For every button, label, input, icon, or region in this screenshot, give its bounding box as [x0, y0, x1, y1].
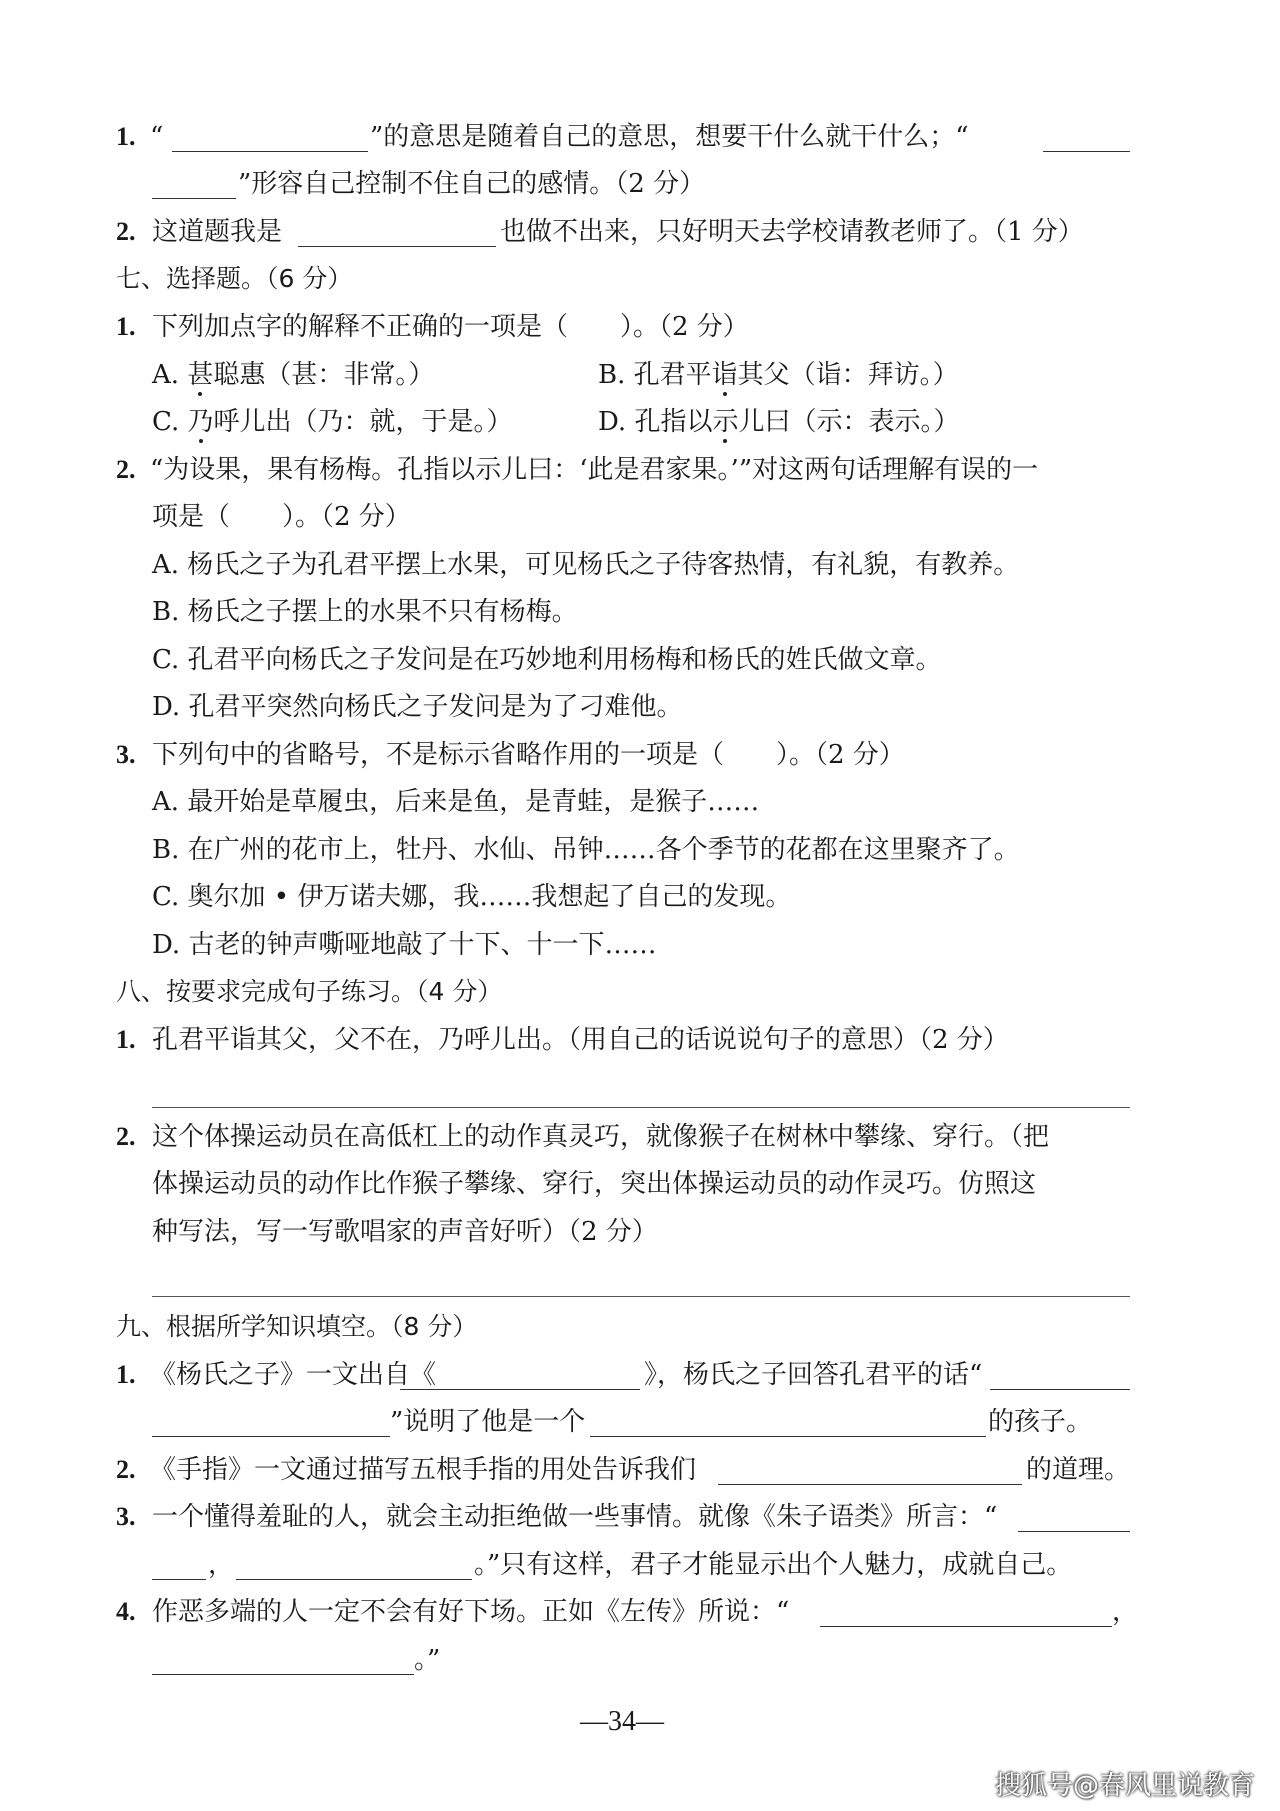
- answer-blank[interactable]: [400, 1389, 640, 1390]
- option-text: A. 杨氏之子为孔君平摆上水果，可见杨氏之子待客热情，有礼貌，有教养。: [152, 550, 1020, 580]
- option-c[interactable]: [152, 398, 513, 446]
- s9-q3-line2: [0, 1541, 1280, 1589]
- answer-writing-line[interactable]: [152, 1107, 1130, 1108]
- question-number: 2.: [116, 455, 136, 484]
- comma: ，: [1112, 1597, 1139, 1627]
- option-label: C.: [152, 407, 188, 437]
- s7-q2-stem-2: [0, 493, 1280, 541]
- question-text: 体操运动员的动作比作猴子攀缘、穿行，突出体操运动员的动作灵巧。仿照这: [152, 1169, 1037, 1199]
- page-number: —34—: [580, 1706, 664, 1737]
- dotted-char: 诣: [711, 360, 738, 390]
- section-heading: 七、选择题。（6 分）: [116, 264, 353, 293]
- option-text: 儿曰（示：表示。）: [738, 407, 960, 437]
- s8-heading-line: [0, 968, 1280, 1016]
- question-number: 1.: [116, 312, 136, 341]
- option-text: A. 最开始是草履虫，后来是鱼，是青蛙，是猴子……: [152, 787, 760, 817]
- question-text: 也做不出来，只好明天去学校请教老师了。（1 分）: [500, 217, 1084, 247]
- comma: ，: [208, 1550, 235, 1580]
- question-number: 4.: [116, 1597, 136, 1626]
- question-text: “为设果，果有杨梅。孔指以示儿曰：‘此是君家果。’”对这两句话理解有误的一: [150, 455, 1039, 485]
- question-text: 这个体操运动员在高低杠上的动作真灵巧，就像猴子在树林中攀缘、穿行。（把: [152, 1122, 1050, 1152]
- question-number: 3.: [116, 1502, 136, 1531]
- option-b[interactable]: [598, 351, 959, 399]
- option-text: 聪惠（甚：非常。）: [213, 360, 435, 390]
- s7-q2-stem-1: [0, 446, 1280, 494]
- dotted-char: 乃: [187, 407, 214, 437]
- section-heading: 九、根据所学知识填空。（8 分）: [116, 1312, 478, 1341]
- s7-q3-option-c[interactable]: [0, 873, 1280, 921]
- s8-q2-line1: [0, 1113, 1280, 1161]
- option-a[interactable]: [152, 351, 434, 399]
- open-quote: “: [150, 122, 164, 152]
- s7-q3-option-b[interactable]: [0, 826, 1280, 874]
- s7-q1-options-ab: [0, 351, 1280, 399]
- answer-blank[interactable]: [990, 1389, 1130, 1390]
- s6-q1-line2: [0, 160, 1280, 208]
- question-text: 孔君平诣其父，父不在，乃呼儿出。（用自己的话说说句子的意思）（2 分）: [152, 1025, 1009, 1055]
- question-text: 项是（ ）。（2 分）: [152, 502, 411, 532]
- s7-q1-stem: [0, 303, 1280, 351]
- s8-q2-line3: [0, 1208, 1280, 1256]
- answer-blank[interactable]: [236, 1579, 472, 1580]
- s9-q1-line1: [0, 1351, 1280, 1399]
- option-text: C. 孔君平向杨氏之子发问是在巧妙地利用杨梅和杨氏的姓氏做文章。: [152, 645, 942, 675]
- answer-blank[interactable]: [152, 198, 236, 199]
- question-text: ”形容自己控制不住自己的感情。（2 分）: [238, 169, 706, 199]
- question-text: 下列句中的省略号，不是标示省略作用的一项是（ ）。（2 分）: [152, 740, 905, 770]
- s9-q4-line2: [0, 1636, 1280, 1684]
- s9-q3-line1: [0, 1493, 1280, 1541]
- question-number: 1.: [116, 122, 136, 151]
- option-text: B. 杨氏之子摆上的水果不只有杨梅。: [152, 597, 578, 627]
- answer-writing-line[interactable]: [152, 1296, 1130, 1297]
- question-text: 作恶多端的人一定不会有好下场。正如《左传》所说：“: [152, 1597, 790, 1627]
- answer-blank[interactable]: [1018, 1531, 1130, 1532]
- s7-q3-stem: [0, 731, 1280, 779]
- question-text: 种写法，写一写歌唱家的声音好听）（2 分）: [152, 1217, 658, 1247]
- dotted-char: 甚: [187, 360, 214, 390]
- s8-q1-line: [0, 1016, 1280, 1064]
- s6-q1-line1: [0, 113, 1280, 161]
- answer-blank[interactable]: [820, 1626, 1112, 1627]
- s9-heading-line: [0, 1303, 1280, 1351]
- option-text: 呼儿出（乃：就，于是。）: [213, 407, 513, 437]
- option-text: B. 在广州的花市上，牡丹、水仙、吊钟……各个季节的花都在这里聚齐了。: [152, 835, 1020, 865]
- question-text: 。”只有这样，君子才能显示出个人魅力，成就自己。: [474, 1550, 1073, 1580]
- option-text: D. 古老的钟声嘶哑地敲了十下、十一下……: [152, 930, 657, 960]
- section-heading: 八、按要求完成句子练习。（4 分）: [116, 977, 503, 1006]
- s8-q2-line2: [0, 1160, 1280, 1208]
- question-text: 这道题我是: [152, 217, 283, 247]
- option-text: C. 奥尔加 • 伊万诺夫娜，我……我想起了自己的发现。: [152, 882, 792, 912]
- question-number: 2.: [116, 1122, 136, 1151]
- s7-q2-option-a[interactable]: [0, 541, 1280, 589]
- s9-q1-line2: [0, 1398, 1280, 1446]
- option-d[interactable]: [598, 398, 959, 446]
- option-label: B. 孔君平: [598, 360, 712, 390]
- question-text: ”说明了他是一个: [390, 1407, 586, 1437]
- answer-blank[interactable]: [152, 1579, 206, 1580]
- option-label: A.: [152, 360, 188, 390]
- question-text: 《手指》一文通过描写五根手指的用处告诉我们: [150, 1455, 697, 1485]
- answer-blank[interactable]: [152, 1674, 414, 1675]
- s7-q2-option-b[interactable]: [0, 588, 1280, 636]
- answer-blank[interactable]: [590, 1436, 986, 1437]
- s7-q2-option-c[interactable]: [0, 636, 1280, 684]
- question-text: 的道理。: [1026, 1455, 1131, 1485]
- question-number: 3.: [116, 740, 136, 769]
- question-number: 1.: [116, 1025, 136, 1054]
- option-text: D. 孔君平突然向杨氏之子发问是为了刁难他。: [152, 692, 683, 722]
- question-text: ”的意思是随着自己的意思，想要干什么就干什么；“: [370, 122, 969, 152]
- question-text: 的孩子。: [988, 1407, 1093, 1437]
- answer-blank[interactable]: [718, 1484, 1022, 1485]
- s9-q2-line: [0, 1446, 1280, 1494]
- s7-q3-option-a[interactable]: [0, 778, 1280, 826]
- s7-q3-option-d[interactable]: [0, 921, 1280, 969]
- question-text: 下列加点字的解释不正确的一项是（ ）。（2 分）: [152, 312, 749, 342]
- question-text: 《杨氏之子》一文出自《: [150, 1360, 437, 1390]
- option-label: D. 孔指以: [598, 407, 713, 437]
- answer-blank[interactable]: [152, 1436, 390, 1437]
- question-number: 1.: [116, 1360, 136, 1389]
- s6-q2-line: [0, 208, 1280, 256]
- s7-heading-line: [0, 255, 1280, 303]
- question-text: 。”: [414, 1645, 441, 1675]
- dotted-char: 示: [712, 407, 739, 437]
- watermark: 搜狐号@春风里说教育: [995, 1771, 1256, 1801]
- answer-blank[interactable]: [298, 246, 496, 247]
- option-text: 其父（诣：拜访。）: [737, 360, 959, 390]
- s7-q1-options-cd: [0, 398, 1280, 446]
- question-text: 一个懂得羞耻的人，就会主动拒绝做一些事情。就像《朱子语类》所言：“: [152, 1502, 998, 1532]
- s7-q2-option-d[interactable]: [0, 683, 1280, 731]
- question-number: 2.: [116, 217, 136, 246]
- s9-q4-line1: [0, 1588, 1280, 1636]
- question-number: 2.: [116, 1455, 136, 1484]
- question-text: 》，杨氏之子回答孔君平的话“: [644, 1360, 983, 1390]
- answer-blank[interactable]: [1043, 151, 1130, 152]
- answer-blank[interactable]: [172, 151, 368, 152]
